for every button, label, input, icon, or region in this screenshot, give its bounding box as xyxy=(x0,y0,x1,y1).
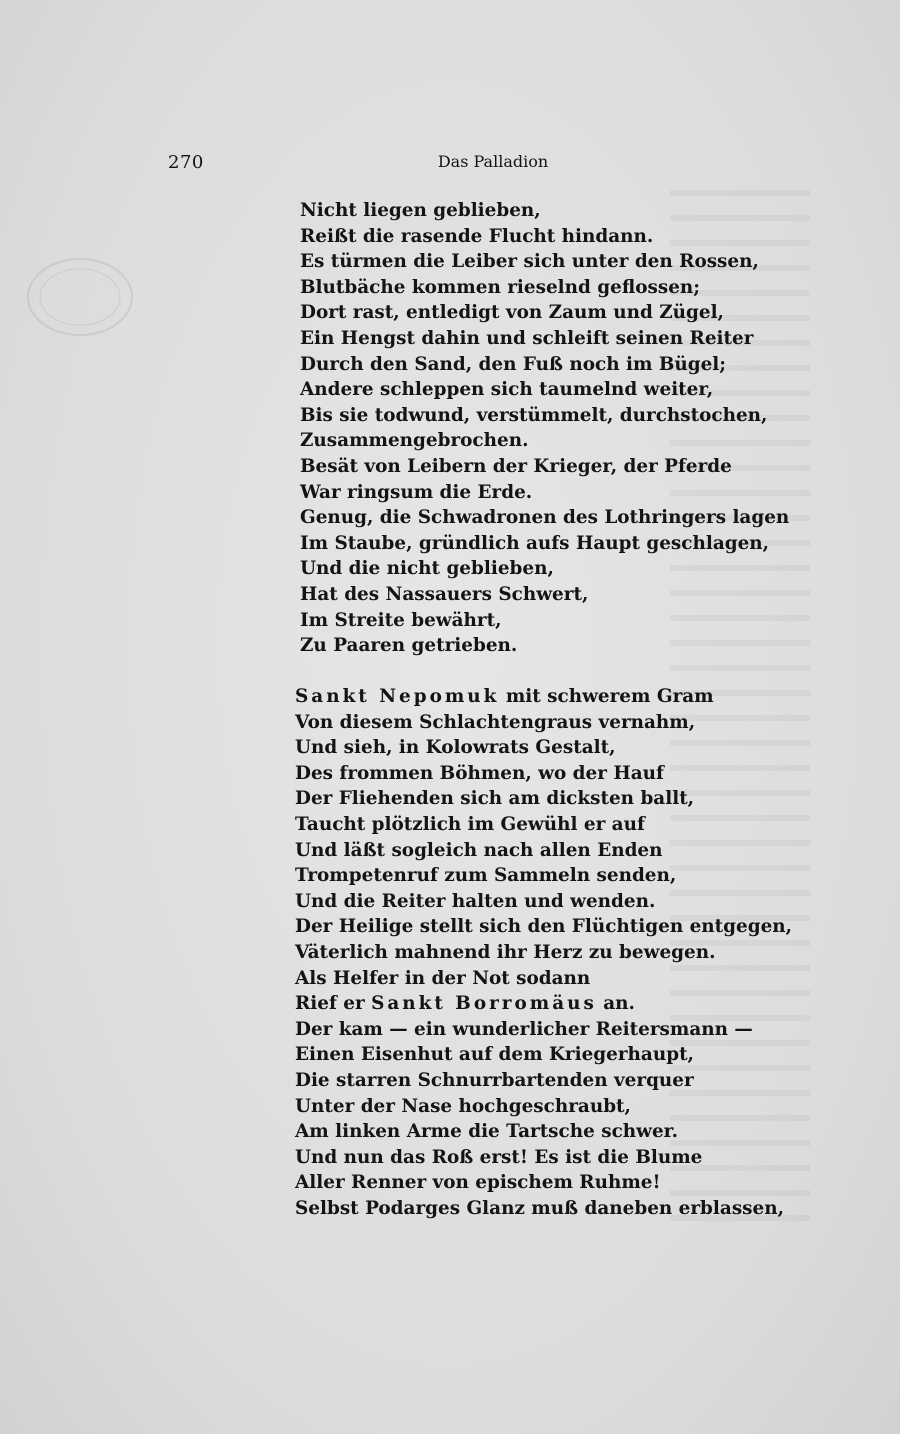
verse-line: Selbst Podarges Glanz muß daneben erblassen, xyxy=(295,1197,785,1219)
verse-line-pre: Rief er xyxy=(295,993,372,1015)
verse-line: Und nun das Roß erst! Es ist die Blume xyxy=(295,1146,703,1168)
verse-line: Unter der Nase hochgeschraubt, xyxy=(295,1095,631,1117)
verse-line: War ringsum die Erde. xyxy=(300,481,533,503)
verse-line: Im Staube, gründlich aufs Haupt geschlagen, xyxy=(300,532,770,554)
verse-line: Reißt die rasende Flucht hindann. xyxy=(300,225,654,247)
verse-line: Zu Paaren getrieben. xyxy=(300,635,518,657)
verse-line: Des frommen Böhmen, wo der Hauf xyxy=(295,762,664,784)
verse-line: Die starren Schnurrbartenden verquer xyxy=(295,1069,694,1091)
verse-line: Und die nicht geblieben, xyxy=(300,558,554,580)
verse-line: Taucht plötzlich im Gewühl er auf xyxy=(295,813,645,835)
verse-line xyxy=(295,991,792,1017)
page-number: 270 xyxy=(168,152,204,173)
verse-line xyxy=(295,684,792,710)
stanza-2 xyxy=(295,684,792,1221)
verse-line: Am linken Arme die Tartsche schwer. xyxy=(295,1121,679,1143)
verse-line-rest: mit schwerem Gram xyxy=(499,686,714,707)
verse-line: Der kam — ein wunderlicher Reitersmann — xyxy=(295,1018,753,1040)
saint-name-spaced: Sankt Nepomuk xyxy=(295,686,500,707)
verse-line: Und sieh, in Kolowrats Gestalt, xyxy=(295,737,616,759)
faded-library-stamp xyxy=(20,252,140,342)
verse-line: Als Helfer in der Not sodann xyxy=(295,967,591,989)
verse-line: Von diesem Schlachtengraus vernahm, xyxy=(295,711,696,733)
verse-line: Trompetenruf zum Sammeln senden, xyxy=(295,865,677,887)
running-title: Das Palladion xyxy=(437,152,549,171)
verse-line: Der Heilige stellt sich den Flüchtigen entgegen, xyxy=(295,916,793,938)
verse-line: Bis sie todwund, verstümmelt, durchstochen, xyxy=(300,404,768,426)
verse-line: Im Streite bewährt, xyxy=(300,609,502,631)
verse-line: Und die Reiter halten und wenden. xyxy=(295,890,656,912)
verse-line: Andere schleppen sich taumelnd weiter, xyxy=(300,379,714,401)
verse-line: Es türmen die Leiber sich unter den Rossen, xyxy=(300,251,759,273)
verse-line: Zusammengebrochen. xyxy=(300,430,529,452)
verse-line: Aller Renner von epischem Ruhme! xyxy=(295,1172,661,1194)
verse-line: Ein Hengst dahin und schleift seinen Reiter xyxy=(300,327,754,349)
verse-line: Einen Eisenhut auf dem Kriegerhaupt, xyxy=(295,1044,694,1066)
verse-line: Blutbäche kommen rieselnd geflossen; xyxy=(300,276,701,298)
verse-line: Besät von Leibern der Krieger, der Pferde xyxy=(300,455,732,477)
verse-line: Dort rast, entledigt von Zaum und Zügel, xyxy=(300,302,724,324)
verse-line: Und läßt sogleich nach allen Enden xyxy=(295,839,663,861)
verse-line: Genug, die Schwadronen des Lothringers lagen xyxy=(300,507,790,529)
stanza-1 xyxy=(300,198,789,659)
verse-line: Hat des Nassauers Schwert, xyxy=(300,583,589,605)
verse-line: Der Fliehenden sich am dicksten ballt, xyxy=(295,788,695,810)
verse-line-post: an. xyxy=(596,993,635,1015)
verse-line: Väterlich mahnend ihr Herz zu bewegen. xyxy=(295,941,716,963)
verse-line: Nicht liegen geblieben, xyxy=(300,200,541,221)
saint-name-spaced: Sankt Borromäus xyxy=(371,993,597,1015)
verse-line: Durch den Sand, den Fuß noch im Bügel; xyxy=(300,353,727,375)
